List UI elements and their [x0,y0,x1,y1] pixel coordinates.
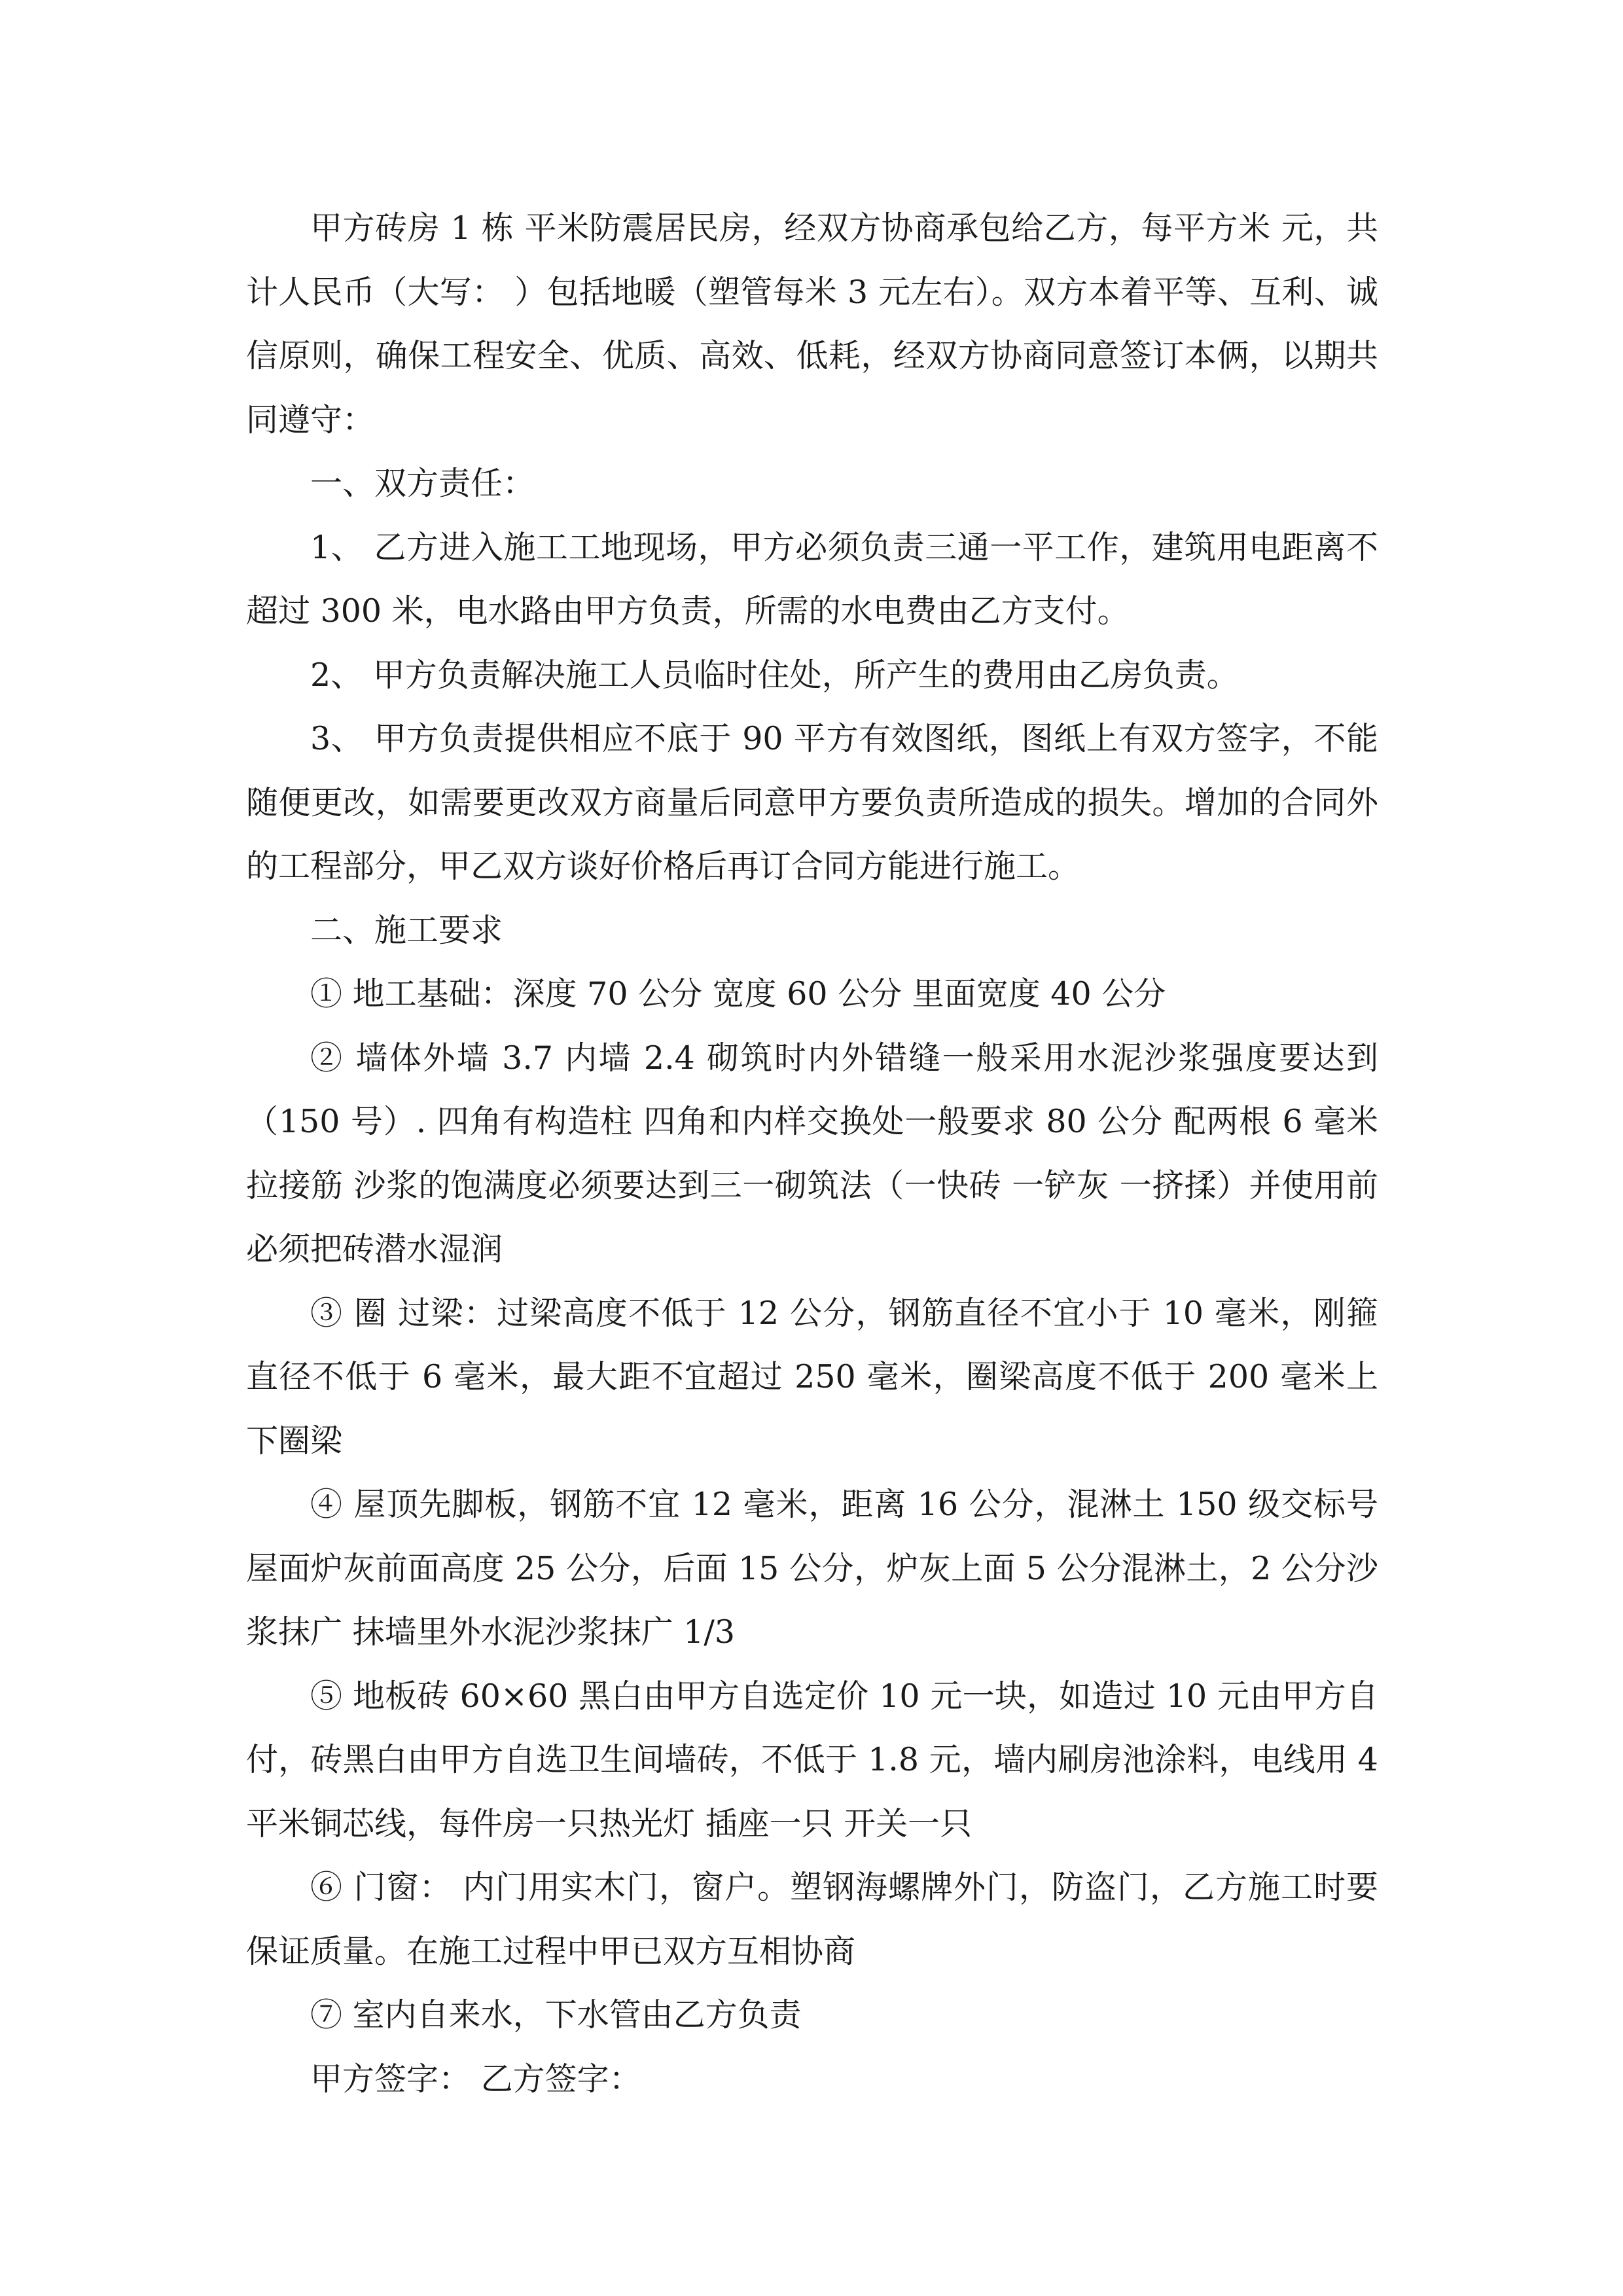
requirement-doors-windows: ⑥ 门窗： 内门用实木门，窗户。塑钢海螺牌外门，防盗门，乙方施工时要保证质量。在施工过程中甲已双方互相协商 [246,1869,1378,1970]
requirement-beams: ③ 圈 过梁：过梁高度不低于 12 公分，钢筋直径不宜小于 10 毫米，刚箍直径不低于 6 毫米，最大距不宜超过 250 毫米，圈梁高度不低于 200 毫米上下圈梁 [246,1294,1378,1460]
requirement-plumbing: ⑦ 室内自来水，下水管由乙方负责 [310,1996,802,2034]
document-body [246,196,1378,2111]
section-heading-construction: 二、施工要求 [310,911,503,949]
clause-2: 2、 甲方负责解决施工人员临时住处，所产生的费用由乙房负责。 [310,656,1239,694]
intro-paragraph: 甲方砖房 1 栋 平米防震居民房，经双方协商承包给乙方，每平方米 元，共计人民币（大写： ）包括地暖（塑管每米 3 元左右）。双方本着平等、互利、诚信原则，确保工程安全、优质、高效、低耗，经双方协商同意签订本俩，以期共同遵守： [246,209,1378,439]
clause-3: 3、 甲方负责提供相应不底于 90 平方有效图纸，图纸上有双方签字，不能随便更改，如需要更改双方商量后同意甲方要负责所造成的损失。增加的合同外的工程部分，甲乙双方谈好价格后再订合同方能进行施工。 [246,720,1378,885]
requirement-walls: ② 墙体外墙 3.7 内墙 2.4 砌筑时内外错缝一般采用水泥沙浆强度要达到（150 号）. 四角有构造柱 四角和内样交换处一般要求 80 公分 配两根 6 毫米拉接筋 沙浆的饱满度必须要达到三一砌筑法（一快砖 一铲灰 一挤揉）并使用前必须把砖潜水湿润 [246,1039,1378,1268]
requirement-roof: ④ 屋顶先脚板，钢筋不宜 12 毫米，距离 16 公分，混淋土 150 级交标号屋面炉灰前面高度 25 公分，后面 15 公分，炉灰上面 5 公分混淋土，2 公分沙浆抹广 抹墙里外水泥沙浆抹广 1/3 [246,1486,1378,1651]
section-heading-responsibilities: 一、双方责任： [310,465,535,502]
requirement-floor-tiles: ⑤ 地板砖 60×60 黑白由甲方自选定价 10 元一块，如造过 10 元由甲方自付，砖黑白由甲方自选卫生间墙砖，不低于 1.8 元，墙内刷房池涂料，电线用 4 平米铜芯线，每件房一只热光灯 插座一只 开关一只 [246,1677,1378,1842]
signature-line: 甲方签字： 乙方签字： [310,2060,641,2098]
clause-1: 1、 乙方进入施工工地现场，甲方必须负责三通一平工作，建筑用电距离不超过 300 米，电水路由甲方负责，所需的水电费由乙方支付。 [246,528,1378,630]
requirement-foundation: ① 地工基础：深度 70 公分 宽度 60 公分 里面宽度 40 公分 [310,975,1166,1013]
